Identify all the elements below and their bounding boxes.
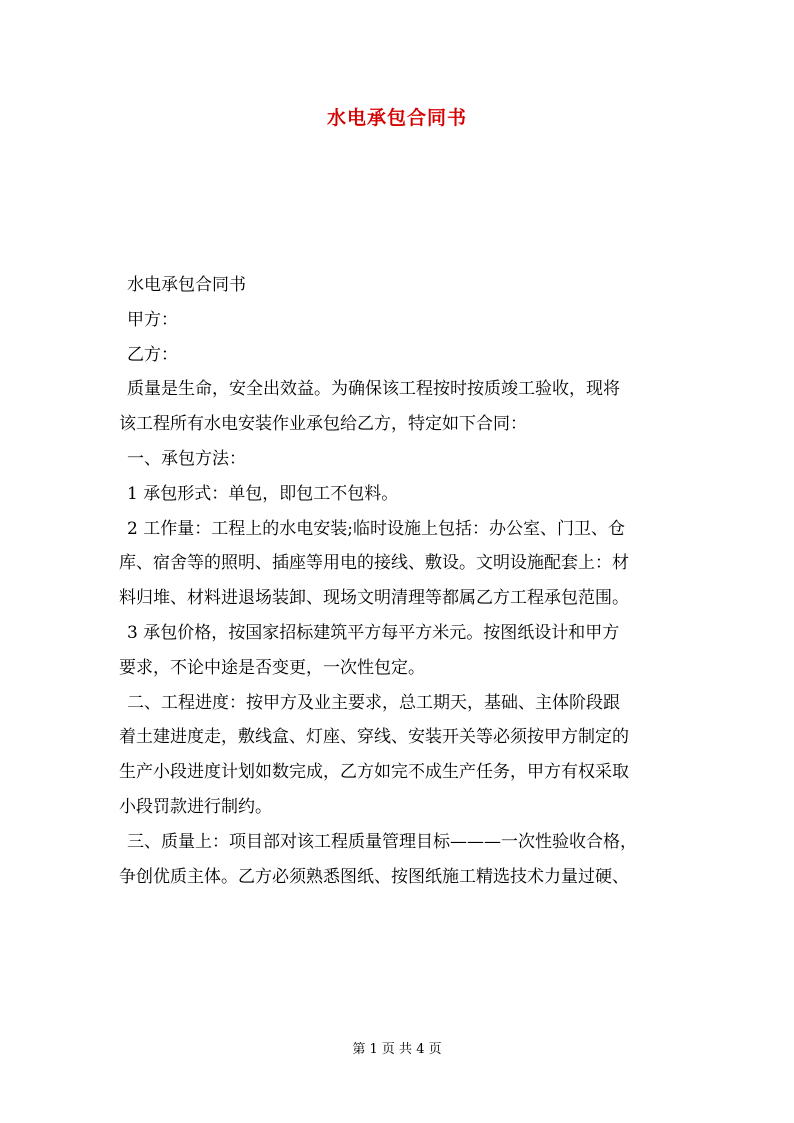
paragraph-line: 3 承包价格，按国家招标建筑平方每平方米元。按图纸设计和甲方 — [127, 622, 620, 643]
paragraph-line: 2 工作量：工程上的水电安装;临时设施上包括：办公室、门卫、仓 — [127, 518, 625, 539]
document-body — [119, 268, 693, 894]
document-title: 水电承包合同书 — [326, 107, 467, 129]
paragraph-line: 三、质量上：项目部对该工程质量管理目标———一次性验收合格， — [127, 831, 637, 852]
paragraph-line: 乙方： — [127, 344, 178, 365]
paragraph-line: 库、宿舍等的照明、插座等用电的接线、敷设。文明设施配套上：材 — [119, 553, 629, 574]
paragraph-line: 争创优质主体。乙方必须熟悉图纸、按图纸施工精选技术力量过硬、 — [119, 866, 629, 887]
paragraph-line: 1 承包形式：单包，即包工不包料。 — [127, 483, 399, 504]
paragraph-line: 质量是生命，安全出效益。为确保该工程按时按质竣工验收，现将 — [127, 379, 620, 400]
page-number: 第 1 页 共 4 页 — [352, 1042, 442, 1057]
paragraph-line: 要求，不论中途是否变更，一次性包定。 — [119, 657, 425, 678]
paragraph-line: 甲方： — [127, 309, 178, 330]
paragraph-line: 二、工程进度：按甲方及业主要求，总工期天，基础、主体阶段跟 — [127, 692, 620, 713]
paragraph-line: 着土建进度走，敷线盒、灯座、穿线、安装开关等必须按甲方制定的 — [119, 727, 629, 748]
paragraph-line: 生产小段进度计划如数完成，乙方如完不成生产任务，甲方有权采取 — [119, 762, 629, 783]
paragraph-line: 水电承包合同书 — [127, 275, 246, 295]
paragraph-line: 该工程所有水电安装作业承包给乙方，特定如下合同： — [119, 414, 527, 435]
paragraph-line: 料归堆、材料进退场装卸、现场文明清理等都属乙方工程承包范围。 — [119, 588, 629, 609]
paragraph-line: 一、承包方法： — [127, 448, 246, 469]
paragraph-line: 小段罚款进行制约。 — [119, 796, 272, 817]
